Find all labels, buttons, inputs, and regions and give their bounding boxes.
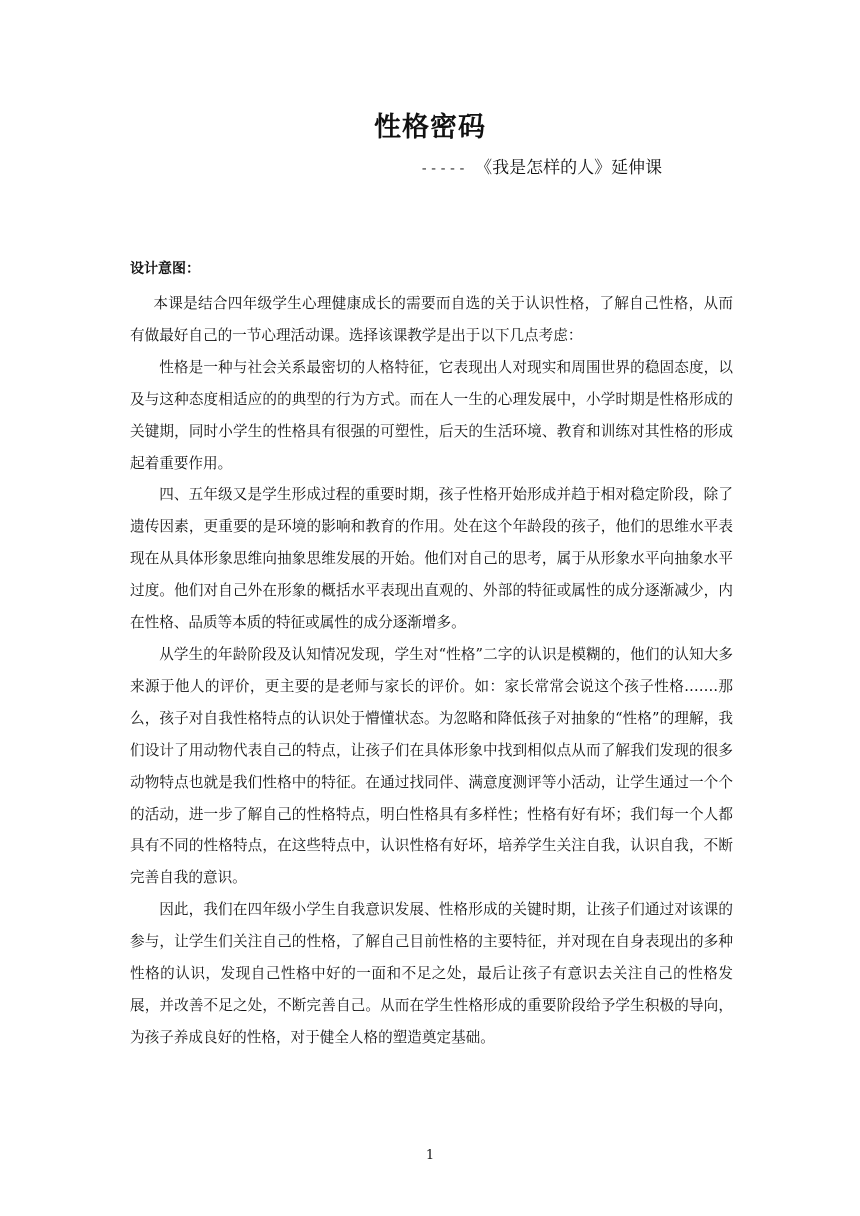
- paragraph-personality-definition: 性格是一种与社会关系最密切的人格特征，它表现出人对现实和周围世界的稳固态度，以及与这种态度相适应的的典型的行为方式。而在人一生的心理发展中，小学时期是性格形成的关键期，同时小学生的性格具有很强的可塑性，后天的生活环境、教育和训练对其性格的形成起着重要作用。: [130, 358, 733, 472]
- paragraph-grade-period: 四、五年级又是学生形成过程的重要时期，孩子性格开始形成并趋于相对稳定阶段，除了遗传因素，更重要的是环境的影响和教育的作用。处在这个年龄段的孩子，他们的思维水平表现在从具体形象思维向抽象思维发展的开始。他们对自己的思考，属于从形象水平向抽象水平过度。他们对自己外在形象的概括水平表现出直观的、外部的特征或属性的成分逐渐减少，内在性格、品质等本质的特征或属性的成分逐渐增多。: [130, 486, 733, 632]
- document-title: 性格密码: [374, 112, 486, 143]
- subtitle-text: 《我是怎样的人》延伸课: [475, 158, 663, 178]
- document-subtitle: [420, 154, 662, 183]
- subtitle-dashes: -----: [420, 161, 468, 177]
- section-heading-design-intent: 设计意图：: [130, 261, 200, 277]
- body-text: [130, 288, 733, 1054]
- paragraph-cognition: 从学生的年龄阶段及认知情况发现，学生对“性格”二字的认识是模糊的，他们的认知大多来源于他人的评价，更主要的是老师与家长的评价。如：家长常常会说这个孩子性格…….那么，孩子对自我性格特点的认识处于懵懂状态。为忽略和降低孩子对抽象的“性格”的理解，我们设计了用动物代表自己的特点，让孩子们在具体形象中找到相似点从而了解我们发现的很多动物特点也就是我们性格中的特征。在通过找同伴、满意度测评等小活动，让学生通过一个个的活动，进一步了解自己的性格特点，明白性格具有多样性；性格有好有坏；我们每一个人都具有不同的性格特点，在这些特点中，认识性格有好坏，培养学生关注自我，认识自我，不断完善自我的意识。: [130, 645, 733, 887]
- page-number: 1: [425, 1148, 435, 1163]
- paragraph-conclusion: 因此，我们在四年级小学生自我意识发展、性格形成的关键时期，让孩子们通过对该课的参与，让学生们关注自己的性格，了解自己目前性格的主要特征，并对现在自身表现出的多种性格的认识，发现自己性格中好的一面和不足之处，最后让孩子有意识去关注自己的性格发展，并改善不足之处，不断完善自己。从而在学生性格形成的重要阶段给予学生积极的导向，为孩子养成良好的性格，对于健全人格的塑造奠定基础。: [130, 901, 733, 1046]
- paragraph-intro: 本课是结合四年级学生心理健康成长的需要而自选的关于认识性格，了解自己性格，从而有做最好自己的一节心理活动课。选择该课教学是出于以下几点考虑：: [130, 295, 733, 344]
